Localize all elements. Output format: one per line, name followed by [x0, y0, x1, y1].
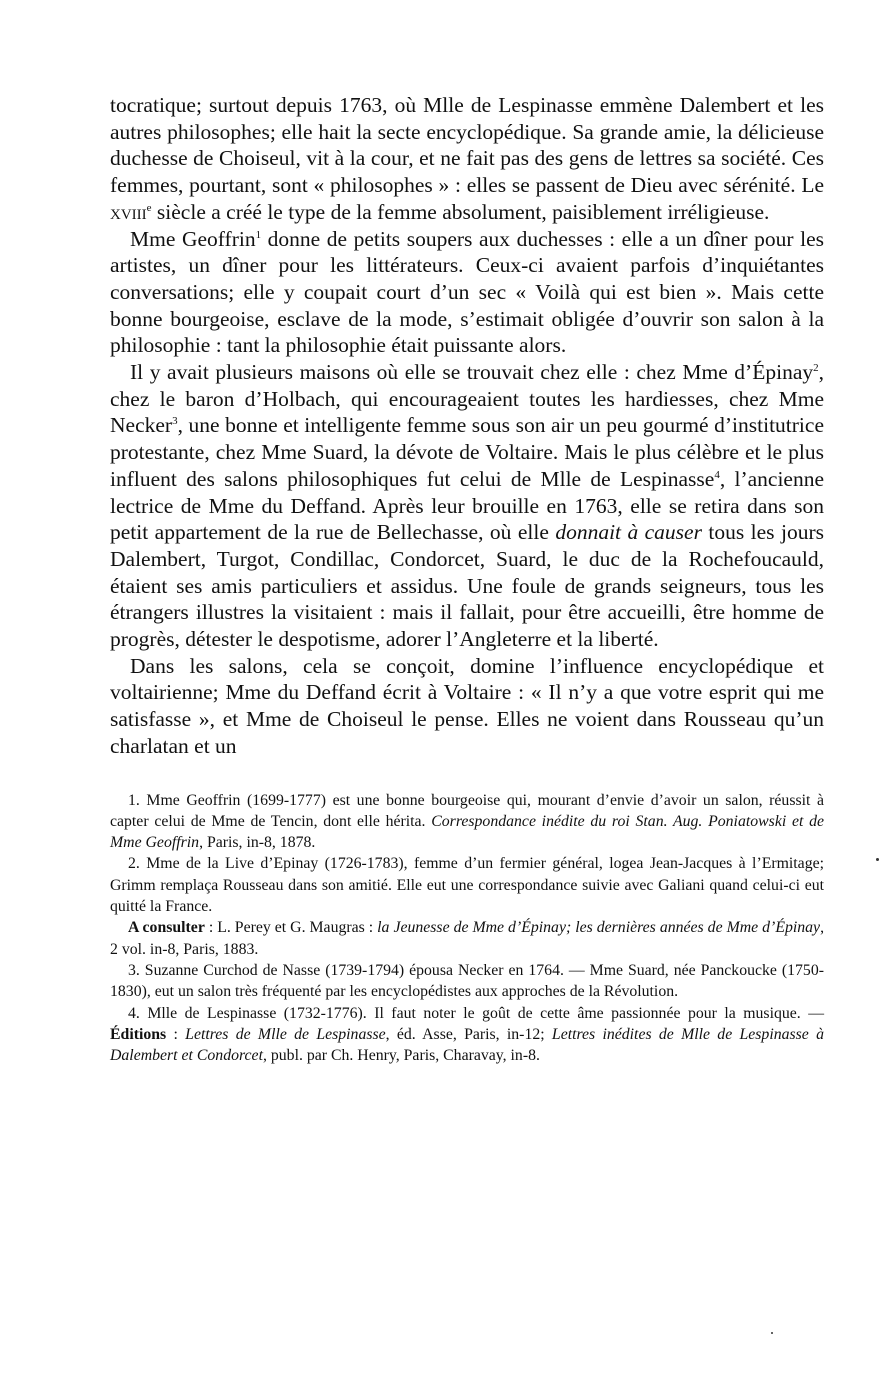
text-run: : L. Perey et G. Maugras :	[204, 919, 378, 937]
text-run: 1. Mme Geoffrin (1699-1777) est une bonne bourgeoise qui, mourant d’envie d’avoir un salon, réussit à capter celui de Mme de Tencin, dont elle hérita.	[110, 791, 824, 830]
italic-title: Lettres de Mlle de Lespinasse	[185, 1025, 386, 1043]
paragraph-3	[110, 359, 824, 653]
paragraph-2	[110, 226, 824, 360]
text-run: , l’ancienne lectrice de Mme du Deffand. Après leur brouille en 1763, elle se retira dans son petit appartement de la rue de Bellechasse, où elle	[110, 466, 825, 545]
footnotes	[110, 790, 824, 1067]
text-run: , 2 vol. in-8, Paris, 1883.	[110, 919, 825, 958]
scan-speck	[771, 1332, 773, 1334]
main-text	[110, 92, 824, 760]
text-run: Dans les salons, cela se conçoit, domine l’influence encyclopédique et voltairienne; Mme du Deffand écrit à Voltaire : « Il n’y a que votre esprit qui me satisfasse », et Mme de Choiseul le pense. Elles ne voient dans Rousseau qu’un charlatan et un	[110, 653, 824, 758]
italic-title: la Jeunesse de Mme d’Épinay; les dernières années de Mme d’Épinay	[377, 919, 821, 937]
text-run: 2. Mme de la Live d’Epinay (1726-1783), femme d’un fermier général, logea Jean-Jacques à l’Ermitage; Grimm remplaça Rousseau dans son amitié. Elle eut une correspondance suivie avec Galiani quand celui-ci eut quitté la France.	[110, 855, 824, 916]
century-numeral: xviii	[110, 199, 147, 224]
ordinal-suffix: e	[146, 201, 152, 214]
text-run: 4. Mlle de Lespinasse (1732-1776). Il faut noter le goût de cette âme passionnée pour la musique. —	[128, 1004, 824, 1022]
text-run: 3. Suzanne Curchod de Nasse (1739-1794) épousa Necker en 1764. — Mme Suard, née Panckoucke (1750-1830), eut un salon très fréquenté par les encyclopédistes aux approches de la Révolution.	[110, 961, 824, 1001]
text-run: , publ. par Ch. Henry, Paris, Charavay, in-8.	[262, 1047, 540, 1065]
italic-title: Lettres inédites de Mlle de Lespinasse à Dalembert et Condorcet	[110, 1025, 824, 1065]
bold-label: A consulter	[128, 919, 205, 937]
text-run: , Paris, in-8, 1878.	[199, 834, 316, 852]
text-run: :	[166, 1025, 186, 1043]
text-run: tous les jours Dalembert, Turgot, Condillac, Condorcet, Suard, le duc de la Rochefoucauld, étaient ses amis particuliers et assidus. Une foule de grands seigneurs, tous les étrangers illustres la visitaient : mais il fallait, pour être accueilli, être homme de progrès, détester le despotisme, adorer l’Angleterre et la liberté.	[110, 520, 824, 652]
italic-title: Correspondance inédite du roi Stan. Aug. Poniatowski et de Mme Geoffrin	[110, 812, 824, 852]
paragraph-1	[110, 92, 824, 226]
italic-phrase: donnait à causer	[555, 520, 702, 545]
footnote-ref-4: 4	[714, 468, 720, 481]
text-run: , chez le baron d’Holbach, qui encourageaient toutes les hardiesses, chez Mme Necker	[110, 360, 824, 438]
footnote-2-consult	[110, 917, 824, 960]
text-run: , une bonne et intelligente femme sous son air un peu gourmé d’institutrice protestante, chez Mme Suard, la dévote de Voltaire. Mais le plus célèbre et le plus influent des salons philosophiques fut celui de Mlle de Lespinasse	[110, 413, 824, 491]
footnote-ref-3: 3	[172, 415, 178, 428]
footnote-ref-2: 2	[813, 361, 819, 374]
text-run: siècle a créé le type de la femme absolument, paisiblement irréligieuse.	[151, 199, 770, 224]
footnote-1	[110, 790, 824, 854]
text-run: tocratique; surtout depuis 1763, où Mlle de Lespinasse emmène Dalembert et les autres philosophes; elle hait la secte encyclopédique. Sa grande amie, la délicieuse duchesse de Choiseul, vit à la cour, et ne fait pas des gens de lettres sa société. Ces femmes, pourtant, sont « philosophes » : elles se passent de Dieu avec sérénité. Le	[110, 93, 824, 198]
paragraph-4	[110, 653, 824, 760]
text-run: Mme Geoffrin	[130, 226, 256, 251]
book-page	[110, 92, 824, 1066]
text-run: , éd. Asse, Paris, in-12;	[385, 1025, 552, 1043]
footnote-ref-1: 1	[255, 228, 262, 241]
footnote-2	[110, 853, 824, 917]
bold-label: Éditions	[110, 1025, 167, 1043]
footnote-4	[110, 1003, 824, 1067]
footnote-3	[110, 960, 824, 1003]
text-run: Il y avait plusieurs maisons où elle se trouvait chez elle : chez Mme d’Épinay	[130, 360, 814, 385]
text-run: donne de petits soupers aux duchesses : elle a un dîner pour les artistes, un dîner pour les littérateurs. Ceux-ci avaient parfois d’inquiétantes conversations; elle y coupait court d’un sec « Voilà qui est bien ». Mais cette bonne bourgeoise, esclave de la mode, s’estimait obligée d’ouvrir son salon à la philosophie : tant la philosophie était puissante alors.	[110, 226, 824, 358]
scan-speck	[876, 858, 879, 861]
